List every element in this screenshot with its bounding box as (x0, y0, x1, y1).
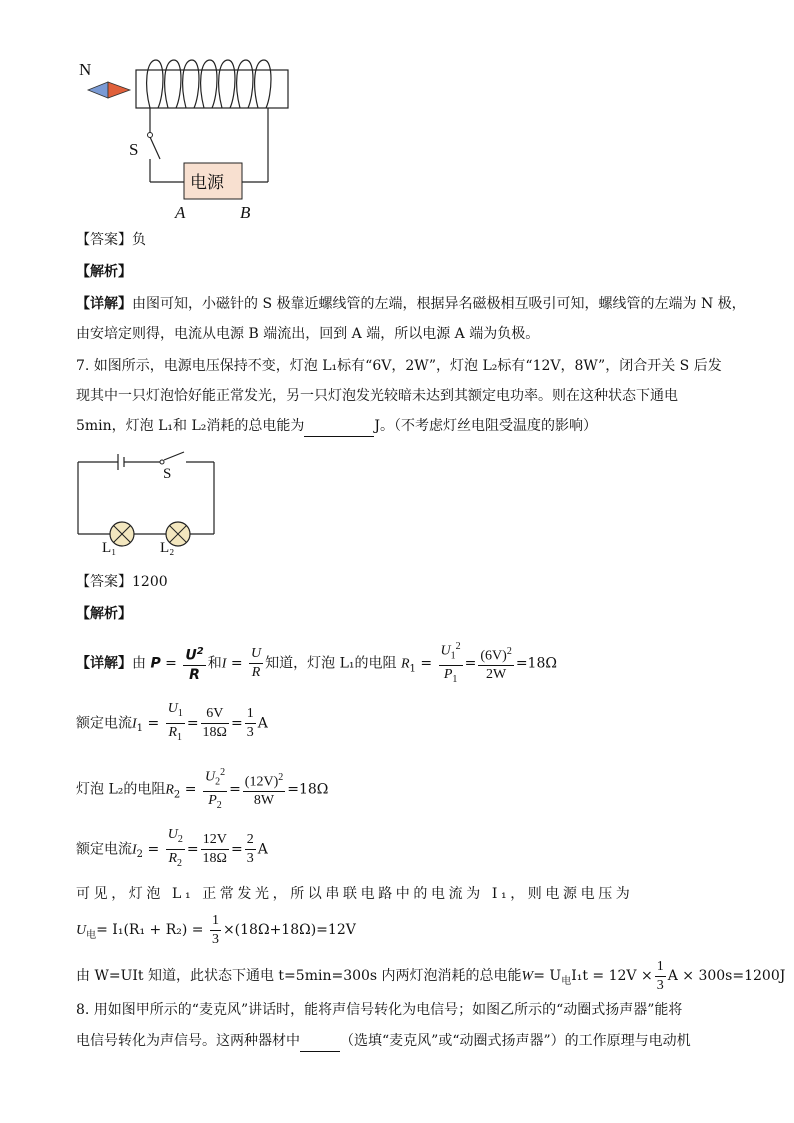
solenoid-figure (70, 55, 310, 225)
formula-text: 额定电流 (76, 841, 132, 858)
detail-7-formula-6: $U_电= I_1(R_1 + R_2)$ = $\frac{1}{3}$ ×(18Ω+18Ω)=12V (76, 912, 356, 947)
formula-text: 知道，灯泡 L₁的电阻 (265, 655, 397, 672)
question-7-text-b: J。（不考虑灯丝电阻受温度的影响） (374, 418, 598, 434)
detail-tag: 【详解】 (76, 296, 132, 312)
fraction-u-over-r: $\frac{U}{R}$ (251, 646, 262, 681)
formula-eq: = U (533, 968, 562, 984)
answer-value: 负 (132, 232, 146, 248)
detail-tag: 【详解】 (76, 655, 132, 672)
question-8-line-2 (76, 1031, 691, 1052)
detail-7-formula-7: 由 W=UIt 知道，此状态下通电 t=5min=300s 内两灯泡消耗的总电能$W= U_电I_1t = 12V$ × $\frac{1}{3}$ A × 300s=1200J (76, 958, 786, 993)
answer-blank[interactable] (300, 1031, 340, 1052)
formula-text: 灯泡 L₂的电阻 (76, 781, 166, 798)
formula-result: =18Ω (515, 655, 557, 672)
fraction-6v-over-2w: $\frac{(6V)^2}{2W}$ (478, 643, 513, 685)
formula-result: =18Ω (287, 781, 329, 798)
solenoid-coils (147, 60, 271, 108)
power-supply-label: 电源 (190, 173, 224, 193)
question-8-text-a: 电信号转化为声信号。这两种器材中 (76, 1033, 300, 1049)
analysis-tag-6: 【解析】 (76, 264, 132, 280)
fraction-12v-over-8w: $\frac{(12V)^2}{8W}$ (243, 769, 285, 811)
detail-text: 由图可知，小磁针的 S 极靠近螺线管的左端，根据异名磁极相互吸引可知，螺线管的左端为 N 极， (132, 296, 746, 312)
detail-6-line-1 (76, 294, 746, 314)
compass-needle-south (108, 82, 130, 98)
switch-s-label: S (129, 140, 139, 159)
answer-6 (76, 230, 146, 250)
formula-text: 由 W=UIt 知道，此状态下通电 t=5min=300s 内两灯泡消耗的总电能 (76, 968, 522, 984)
formula-mid: I₁t = 12V × (571, 968, 653, 984)
formula-result: A (257, 841, 268, 858)
question-7-line-1: 7. 如图所示，电源电压保持不变，灯泡 L₁标有“6V，2W”，灯泡 L₂标有“12V，8W”，闭合开关 S 后发 (76, 358, 722, 374)
answer-tag: 【答案】 (76, 574, 132, 590)
fraction-u1-over-r1: $\frac{U_1}{R_1}$ (167, 701, 183, 743)
fraction-12v-over-18: $\frac{12V}{18\Omega}$ (202, 831, 227, 866)
detail-7-formula-3: 灯泡 L₂的电阻$R_2$ = $\frac{U_2^2}{P_2}$ = $\frac{(12V)^2}{8W}$ =18Ω (76, 764, 328, 808)
question-8-line-1: 8. 用如图甲所示的“麦克风”讲话时，能将声信号转化为电信号；如图乙所示的“动圈式扬声器”能将 (76, 1002, 683, 1018)
fraction-u1sq-over-p1: $\frac{U_1^2}{P_1}$ (439, 638, 463, 689)
fraction-u2sq-over-p2: $\frac{U_2^2}{P_2}$ (203, 764, 227, 815)
fraction-1-over-3: $\frac{1}{3}$ (656, 958, 664, 993)
formula-tail: ×(18Ω+18Ω)=12V (222, 922, 356, 938)
bulb-l2-label: L₂ (160, 540, 175, 556)
detail-7-formula-2: 额定电流$I_1$ = $\frac{U_1}{R_1}$ = $\frac{6V}{18\Omega}$ = $\frac{1}{3}$ A (76, 700, 268, 744)
switch-contact (148, 133, 153, 138)
formula-result: A (257, 715, 268, 732)
question-7-line-3 (76, 416, 597, 437)
detail-7-formula-4: 额定电流$I_2$ = $\frac{U_2}{R_2}$ = $\frac{12V}{18\Omega}$ = $\frac{2}{3}$ A (76, 826, 268, 870)
formula-eq: = I₁(R₁ + R₂) = (96, 922, 204, 938)
compass-n-label: N (79, 60, 92, 79)
series-circuit-figure (72, 448, 222, 548)
question-8-text-b: （选填“麦克风”或“动圈式扬声器”）的工作原理与电动机 (340, 1033, 691, 1049)
detail-6-line-2: 由安培定则得，电流从电源 B 端流出，回到 A 端，所以电源 A 端为负极。 (76, 326, 540, 342)
fraction-1-over-3: $\frac{1}{3}$ (246, 705, 254, 740)
detail-7-line-5: 可见，灯泡 L₁ 正常发光，所以串联电路中的电流为 I₁，则电源电压为 (76, 886, 634, 902)
answer-blank[interactable] (304, 416, 374, 437)
analysis-tag-7: 【解析】 (76, 606, 132, 622)
detail-7-formula-1: 【详解】由 P = $\frac{U^2}{R}$ 和I = $\frac{U}{R}$ 知道，灯泡 L₁的电阻 $R_1$ = $\frac{U_1^2}{P_1}$ = $\frac{(6V)^2}{2W}$ =18Ω (76, 638, 557, 682)
terminal-b-label: B (240, 203, 251, 222)
fraction-6v-over-18: $\frac{6V}{18\Omega}$ (202, 705, 227, 740)
formula-result: A × 300s=1200J (667, 968, 786, 984)
fraction-1-over-3: $\frac{1}{3}$ (211, 912, 219, 947)
answer-value: 1200 (132, 574, 168, 590)
fraction-u2-over-r: $\frac{U^2}{R}$ (183, 643, 205, 684)
switch-contact (160, 460, 164, 464)
switch-s-label: S (163, 466, 172, 482)
question-7-text-a: 5min，灯泡 L₁和 L₂消耗的总电能为 (76, 418, 305, 434)
answer-7 (76, 572, 168, 592)
question-7-line-2: 现其中一只灯泡恰好能正常发光，另一只灯泡发光较暗未达到其额定电功率。则在这种状态下通电 (76, 388, 678, 404)
formula-mid: 和 (207, 655, 222, 672)
solenoid-core (136, 70, 288, 108)
bulb-l1-label: L₁ (102, 540, 117, 556)
compass-needle-north (88, 82, 108, 98)
fraction-u2-over-r2: $\frac{U_2}{R_2}$ (167, 827, 183, 869)
fraction-2-over-3: $\frac{2}{3}$ (246, 831, 254, 866)
answer-tag: 【答案】 (76, 232, 132, 248)
formula-text: 额定电流 (76, 715, 132, 732)
terminal-a-label: A (175, 203, 186, 222)
formula-prefix: 由 (132, 655, 146, 672)
